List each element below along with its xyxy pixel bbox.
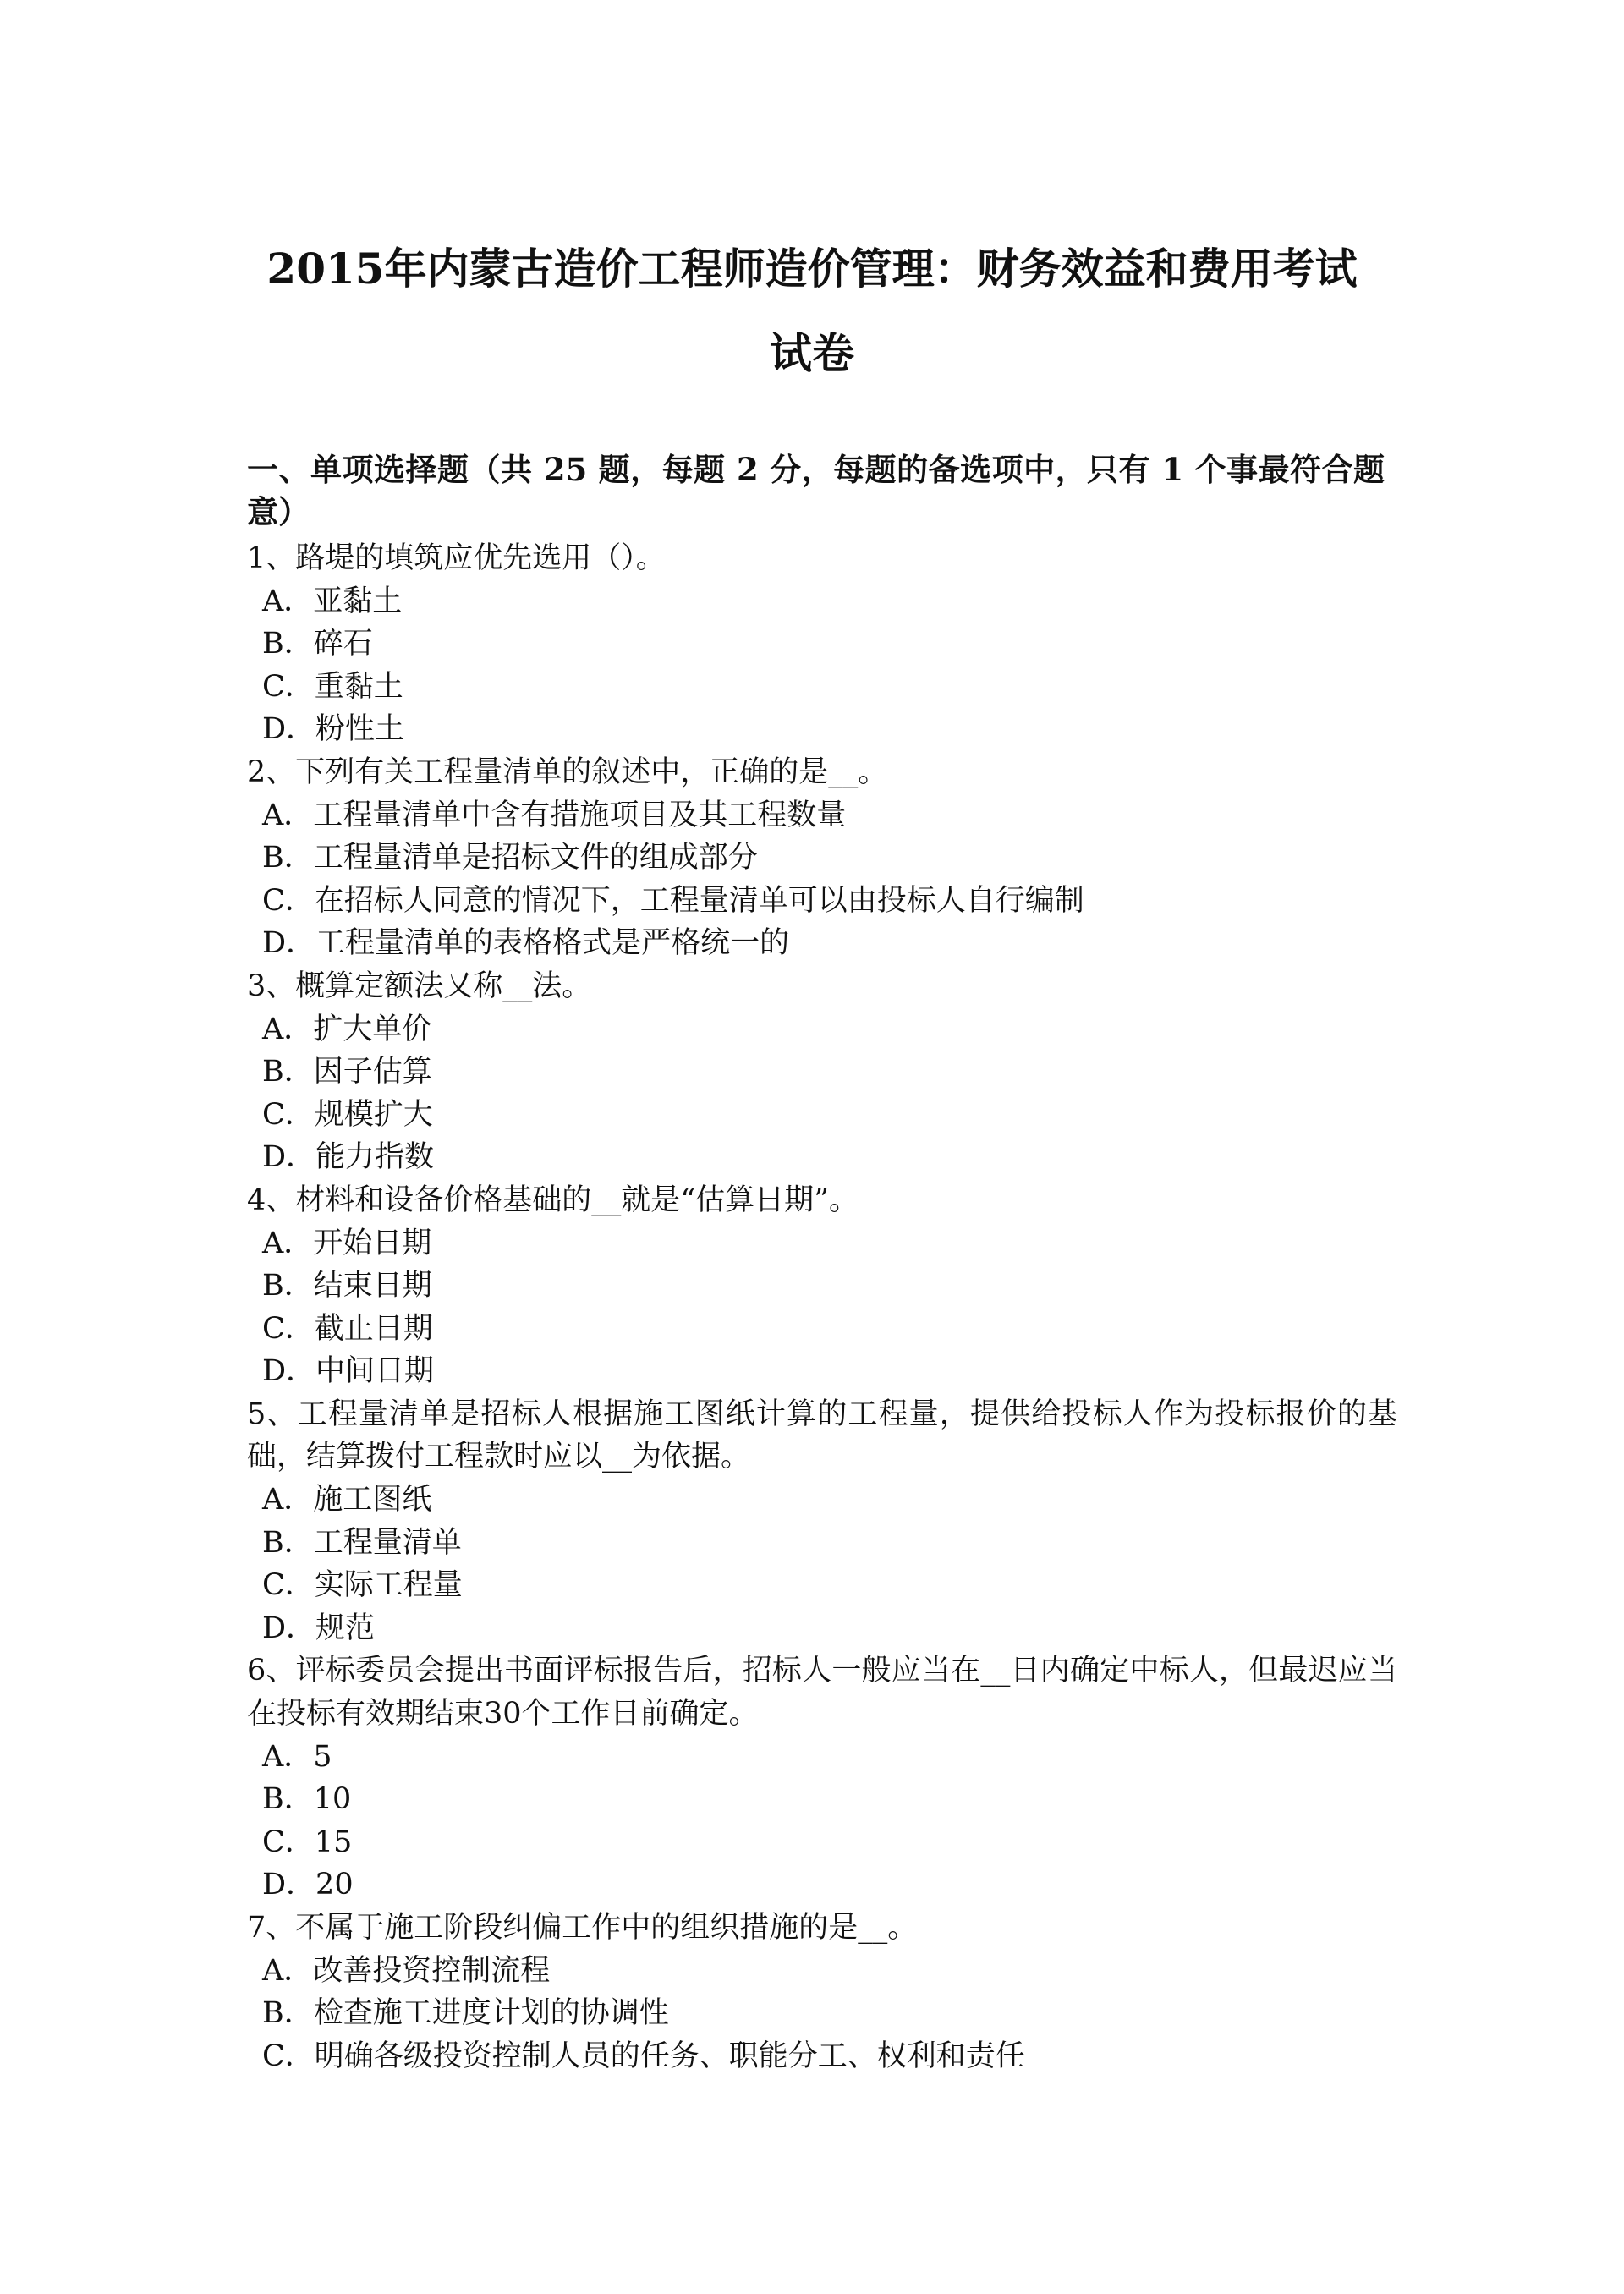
section-heading: 一、单项选择题（共 25 题，每题 2 分，每题的备选项中，只有 1 个事最符合题意） [247, 451, 1385, 530]
option-a: A．扩大单价 [262, 1012, 432, 1046]
title-line-2: 试卷 [770, 328, 854, 378]
option-d: D．20 [262, 1868, 354, 1902]
option-b: B．因子估算 [262, 1055, 432, 1089]
question-2 [247, 751, 1397, 965]
document-title [220, 227, 1404, 396]
option-a: A．改善投资控制流程 [262, 1953, 551, 1988]
option-a: A．亚黏土 [262, 584, 403, 618]
option-b: B．碎石 [262, 627, 373, 661]
question-4 [247, 1179, 1397, 1393]
option-d: D．能力指数 [262, 1140, 435, 1175]
question-5 [247, 1393, 1397, 1650]
option-c: C．15 [262, 1825, 353, 1859]
question-text: 3、概算定额法又称__法。 [247, 969, 592, 1003]
option-c: C．在招标人同意的情况下，工程量清单可以由投标人自行编制 [262, 883, 1084, 918]
option-a: A．工程量清单中含有措施项目及其工程数量 [262, 798, 847, 832]
option-a: A．5 [262, 1739, 332, 1774]
option-c: C．明确各级投资控制人员的任务、职能分工、权利和责任 [262, 2039, 1025, 2073]
option-c: C．规模扩大 [262, 1097, 433, 1132]
option-a: A．施工图纸 [262, 1483, 432, 1517]
option-d: D．中间日期 [262, 1354, 435, 1389]
question-7 [247, 1907, 1397, 2077]
option-a: A．开始日期 [262, 1226, 432, 1260]
question-text: 2、下列有关工程量清单的叙述中，正确的是__。 [247, 755, 888, 789]
question-1 [247, 537, 1397, 751]
question-3 [247, 965, 1397, 1179]
option-d: D．粉性土 [262, 712, 405, 747]
option-b: B．工程量清单是招标文件的组成部分 [262, 841, 758, 875]
option-b: B．检查施工进度计划的协调性 [262, 1996, 669, 2031]
question-text: 6、评标委员会提出书面评标报告后，招标人一般应当在__日内确定中标人，但最迟应当在投标有效期结束30个工作日前确定。 [247, 1654, 1397, 1731]
option-c: C．实际工程量 [262, 1568, 463, 1603]
option-b: B．工程量清单 [262, 1525, 462, 1560]
option-c: C．重黏土 [262, 669, 403, 704]
question-6 [247, 1649, 1397, 1907]
question-list [247, 537, 1397, 2077]
option-c: C．截止日期 [262, 1311, 433, 1346]
option-b: B．10 [262, 1782, 352, 1817]
question-text: 7、不属于施工阶段纠偏工作中的组织措施的是__。 [247, 1911, 918, 1945]
question-text: 4、材料和设备价格基础的__就是“估算日期”。 [247, 1183, 859, 1217]
option-d: D．规范 [262, 1611, 376, 1645]
question-text: 1、路堤的填筑应优先选用（）。 [247, 541, 666, 575]
option-d: D．工程量清单的表格格式是严格统一的 [262, 926, 790, 961]
question-text: 5、工程量清单是招标人根据施工图纸计算的工程量，提供给投标人作为投标报价的基础，结算拨付工程款时应以__为依据。 [247, 1397, 1397, 1474]
title-line-1: 2015年内蒙古造价工程师造价管理：财务效益和费用考试 [266, 244, 1358, 294]
option-b: B．结束日期 [262, 1269, 432, 1303]
